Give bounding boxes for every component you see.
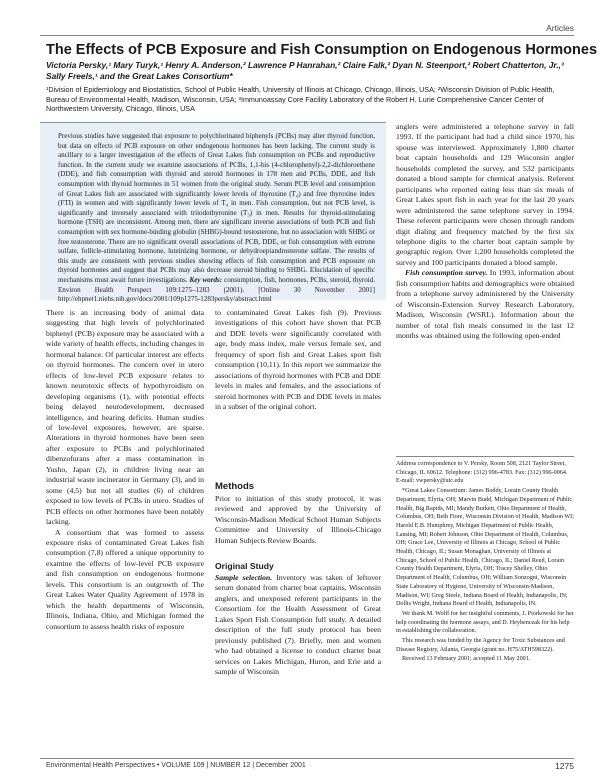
article-title: The Effects of PCB Exposure and Fish Consumption on Endogenous Hormones — [46, 42, 598, 58]
footnote-rule — [396, 456, 574, 457]
methods-paragraph: Prior to initiation of this study protocol, it was reviewed and approved by the University of Wisconsin-Madison Medical School Human Subjects Committee and University of Illinois-Chicago Human Subjects Review Boards. — [215, 494, 381, 545]
keywords-label: Key words: — [189, 275, 223, 284]
methods-heading: Methods — [215, 481, 255, 492]
fish-consumption-paragraph — [396, 268, 574, 341]
affiliations: ¹Division of Epidemiology and Biostatistics, School of Public Health, University of Illinois at Chicago, Chicago, Illinois, USA; ²Wisconsin Division of Public Health, Bureau of Environmental Health, Madison, Wisconsin, USA; ³Immunoassay Core Facility Laboratory of the Robert H. Lurie Comprehensive Cancer Center of Northwestern University, Chicago, Illinois, USA — [46, 85, 555, 113]
fish-consumption-heading: Fish consumption survey. — [405, 268, 488, 278]
intro-paragraph: There is an increasing body of animal data suggesting that high levels of polychlorinated biphenyl (PCB) exposure may be associated with a wide variety of health effects, including changes in hormonal balance. Of particular interest are effects on thyroid hormones. The concern over in utero effects of low-level PCB exposure relates to known neurotoxic effects of hypothyroidism on developing organisms (1), with potential effects being delayed neurodevelopment, decreased intelligence, and hearing deficits. Human studies of low-level exposures, however, are sparse. Alterations in thyroid hormones have been seen after exposure to PCBs and polychlorinated dibenzofurans after a mass contamination in Yusho, Japan (2), in children living near an industrial waste incinerator in Germany (3), and in some (4,5) but not all studies (6) of children exposed to low levels of PCBs in utero. Studies of PCB effects on other hormones have been notably lacking. — [46, 308, 204, 527]
footnote-correspondence: Address correspondence to V. Persky, Room 508, 2121 Taylor Street, Chicago, IL 60612. Telephone: (312) 996-4783. Fax: (312) 996-0064. E-mail: vwpersky@uic.edu — [396, 461, 568, 485]
keywords: consumption, fish, hormones, PCBs, steroid, thyroid. — [224, 275, 376, 284]
footer — [46, 762, 306, 769]
page-number: 1275 — [555, 761, 574, 771]
sample-selection-text: Inventory was taken of leftover serum donated from charter boat captains, Wisconsin anglers, and unexposed referent participants in the Consortium for the Health Assessment of Great Lakes Sport Fish Consumption full study. A detailed description of the full study protocol has been previously published (7). Briefly, men and women who had obtained a license to conduct charter boat services on Lakes Michigan, Huron, and Erie and a sample of Wisconsin — [215, 573, 382, 677]
footnote-funding: This research was funded by the Agency for Toxic Substances and Disease Registry, Atlanta, Georgia (grant no. H75/ATH598322). — [396, 638, 565, 653]
middle-paragraph: to contaminated Great Lakes fish (9). Previous investigations of this cohort have shown that PCB and DDE levels were significantly correlated with age, body mass index, male versus female sex, and frequency of sport fish and Great Lakes sport fish consumption (10,11). In this report we summarize the associations of thyroid hormones with PCB and DDE levels in males and females, and the associations of steroid hormones with PCB and DDE levels in males in a subset of the original cohort. — [215, 308, 381, 412]
author-list: Victoria Persky,¹ Mary Turyk,¹ Henry A. Anderson,² Lawrence P Hanrahan,² Claire Falk,² Dyan N. Steenport,² Robert Chatterton, Jr.,³ Sally Freels,¹ and the Great Lakes Consortium* — [46, 60, 564, 81]
sample-paragraph — [215, 573, 381, 678]
original-study-body — [215, 573, 381, 678]
footnotes — [396, 460, 574, 665]
middle-column-body — [215, 308, 381, 413]
right-column-body — [396, 122, 574, 342]
right-paragraph: anglers were administered a telephone survey in fall 1993. If the participant had had a child since 1970, his spouse was interviewed. Approximately 1,800 charter boat captain households and 129 Wisconsin angler households completed the survey, and 532 participants donated a blood sample for chemical analysis. Referent participants who reported eating less than six meals of Great Lakes sport fish in each year for the last 20 years were administered the same telephone survey in 1994. These referent participants were chosen through random digit dialing and frequency matched by the first six telephone digits to the charter boat captain sample by geographic region. Over 1,200 households completed the survey and 100 participants donated a blood sample. — [396, 122, 574, 267]
abstract-box — [40, 122, 386, 304]
bottom-rule — [40, 758, 574, 759]
fish-intro: In 1993, — [489, 268, 516, 278]
footnote-consortium: *Great Lakes Consortium: James Boddy, Lorain County Health Department, Elyria, OH; Marvin Budd, Michigan Department of Public Health, Big Rapids, MI; Mandy Burkett, Ohio Department of Health, Columbus, OH; Beth Fiore, Wisconsin Division of Health, Madison WI; Harold E.B. Humphrey, Michigan Department of Public Health, Lansing, MI; Robert Johnson, Ohio Department of Health, Columbus, OH; Grace Lee, University of Illinois at Chicago, School of Public Health, Chicago, IL; Susan Monaghan, University of Illinois at Chicago, School of Public Health, Chicago, IL; Daniel Reed, Lorain County Health Department, Elyria, OH; Tracey Shelley, Ohio Department of Health, Columbus, OH; William Sonzogni, Wisconsin State Laboratory of Hygiene, University of Wisconsin-Madison, Madison, WI; Greg Steele, Indiana Board of Health, Indianapolis, IN; Dollis Wright, Indiana Board of Health, Indianapolis, IN. — [396, 488, 574, 608]
top-rule — [40, 35, 574, 36]
consortium-paragraph: A consortium that was formed to assess exposure risks of contaminated Great Lakes fish consumption (7,8) offered a unique opportunity to examine the effects of low-level PCB exposure and fish consumption on endogenous hormone levels. This consortium is an outgrowth of The Great Lakes Water Quality Agreement of 1978 in which the health departments of Wisconsin, Illinois, Indiana, Ohio, and Michigan formed the consortium to assess health risks of exposure — [46, 527, 204, 631]
fish-consumption-text: information about fish consumption habits and demographics were obtained from a telephone survey administered by the University of Wisconsin-Extension Survey Research Laboratory, Madison, Wisconsin (WSRL). Information about the number of total fish meals consumed in the last 12 months was obtained using the following open-ended — [396, 268, 574, 341]
sample-selection-heading: Sample selection. — [215, 573, 273, 582]
abstract-citation: Environ Health Perspect 109:1275–1283 (2001). [Online 30 November 2001] http://ehpnet1.niehs.nih.gov/docs/2001/109p1275-1283persky/abstract.html — [58, 285, 375, 304]
journal-name: Environmental Health Perspectives — [46, 762, 155, 769]
footnote-acknowledgments: We thank M. Wolff for her insightful comments, J. Piorkowski for her help coordinating the hormone assays, and D. Heybenczak for his help in establishing the collaboration. — [396, 610, 574, 635]
left-column-body — [46, 308, 204, 632]
original-study-heading: Original Study — [215, 561, 274, 571]
section-label: Articles — [546, 23, 574, 33]
methods-body — [215, 494, 381, 546]
issue-info: • VOLUME 109 | NUMBER 12 | December 2001 — [156, 762, 306, 769]
abstract-text: Previous studies have suggested that exposure to polychlorinated biphenyls (PCBs) may alter thyroid function, but data on effects of PCB exposure on other endogenous hormones has been lacking. The current study is ancillary to a larger investigation of the effects of Great Lakes fish consumption on PCBs and reproductive function. In the current study we examine associations of PCBs, 1,1-bis (4-chlorophenyl)-2,2-dichloroethene (DDE), and fish consumption with thyroid and steroid hormones in 178 men and PCBs, DDE, and fish consumption with thyroid hormones in 51 women from the original study. Serum PCB level and consumption of Great Lakes fish are associated with significantly lower levels of thyroxine (T₄) and free thyroxine index (FTI) in women and with significantly lower levels of T₄ in men. Fish consumption, but not PCB level, is significantly and inversely associated with triiodothyronine (T₃) in men. Results for thyroid-stimulating hormone (TSH) are inconsistent. Among men, there are significant inverse associations of both PCB and fish consumption with sex hormone-binding globulin (SHBG)-bound testosterone, but no association with SHBG or free testosterone. There are no significant overall associations of PCB, DDE, or fish consumption with estrone sulfate, follicle-stimulating hormone, luteinizing hormone, or dehydroepiandrosterone sulfate. The results of this study are consistent with previous studies showing effects of fish consumption and PCB exposure on thyroid hormones and suggest that PCBs may also decrease steroid binding to SHBG. Elucidation of specific mechanisms must await future investigations. — [58, 132, 375, 284]
footnote-received: Received 13 February 2001; accepted 11 May 2001. — [402, 656, 531, 663]
